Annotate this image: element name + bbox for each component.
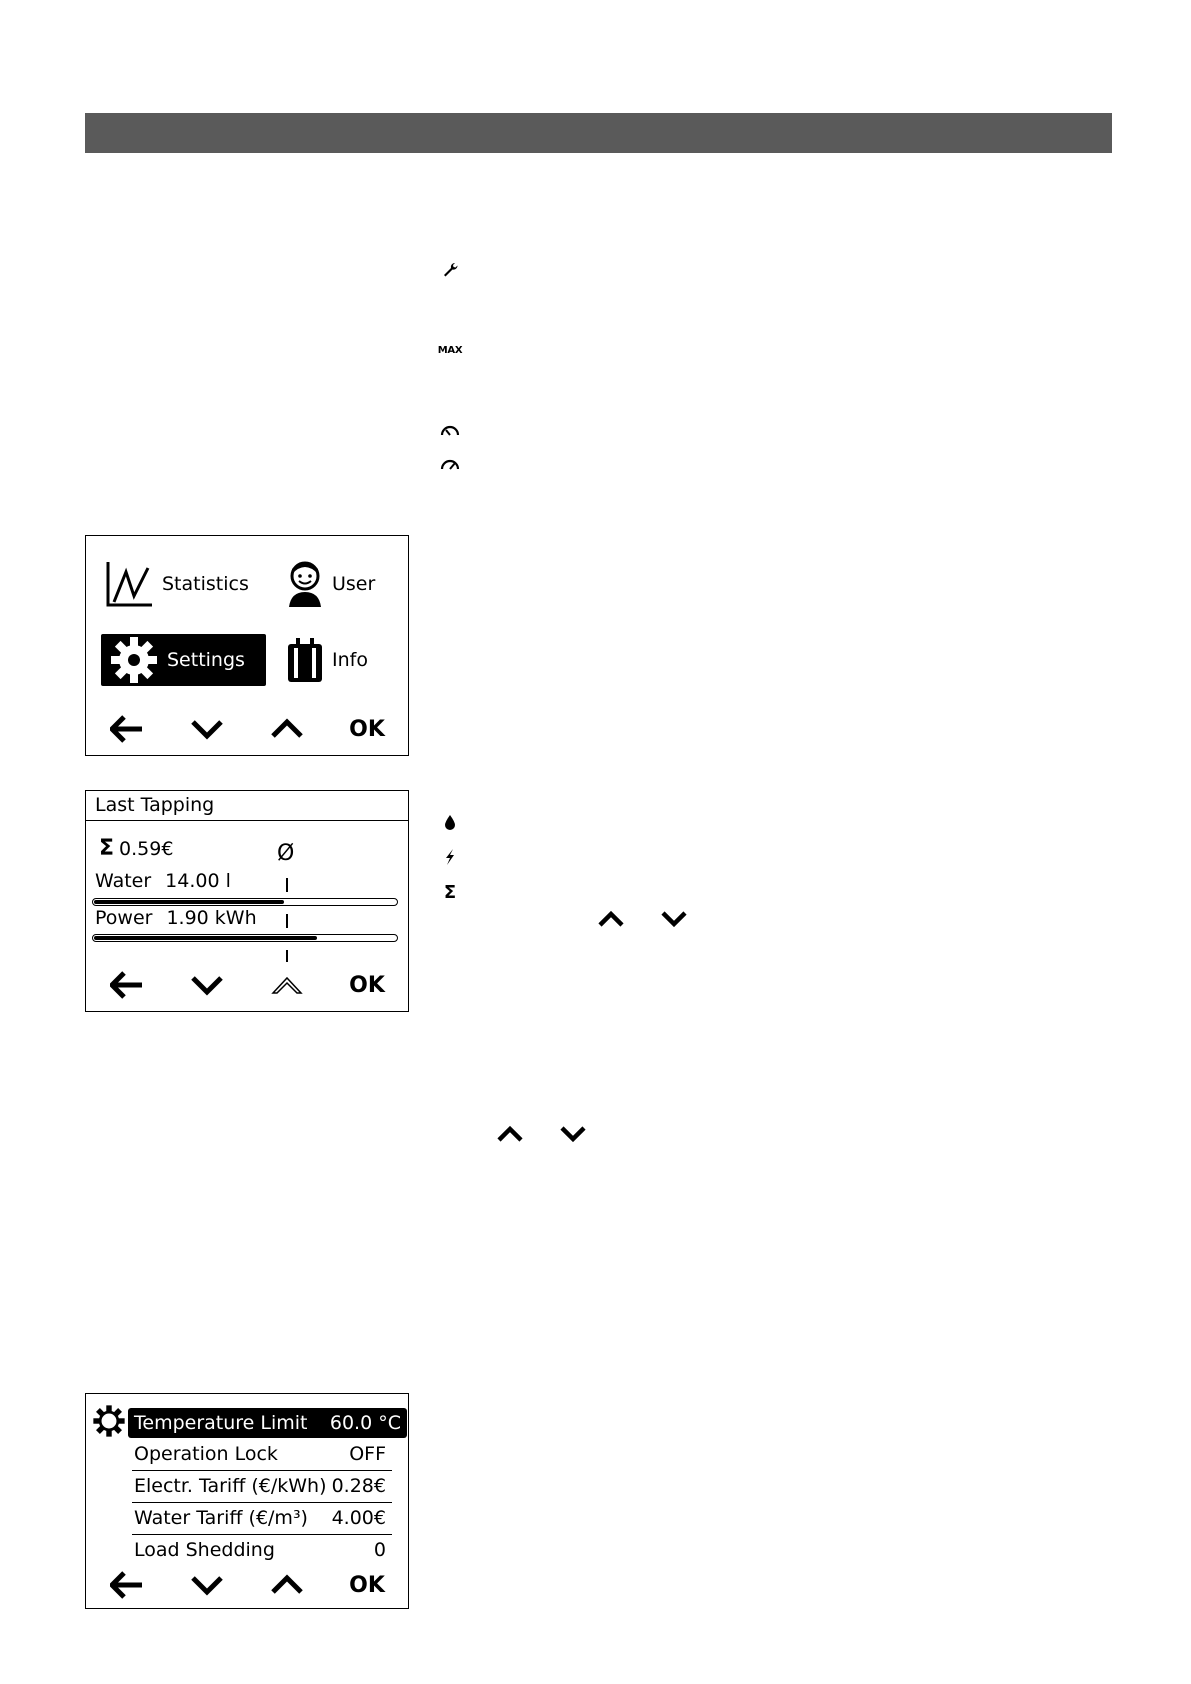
setting-label: Water Tariff (€/m³) [134,1507,308,1529]
last-tapping-screen [85,790,409,1012]
chevron-down-icon [660,910,688,928]
arrow-left-icon [110,715,144,743]
power-bar [92,934,398,942]
back-button[interactable] [102,965,152,1005]
chevron-up-icon [496,1125,524,1143]
setting-label: Load Shedding [134,1539,275,1561]
chevron-up-icon [270,718,304,740]
water-bar [92,898,398,906]
total-cost-value: 0.59€ [119,837,174,860]
up-button[interactable] [262,709,312,749]
menu-item-info[interactable] [286,634,368,686]
chevron-down-icon [190,974,224,996]
back-button[interactable] [102,709,152,749]
section-header-bar [85,113,1112,153]
power-label: Power [95,907,153,929]
setting-label: Temperature Limit [134,1412,308,1434]
setting-row-operation-lock[interactable] [128,1439,392,1469]
chart-line-icon [104,560,154,608]
setting-row-electricity-tariff[interactable] [128,1471,392,1501]
power-bar-fill [94,936,317,940]
wrench-icon [438,258,462,282]
arrow-left-icon [110,971,144,999]
chevron-up-icon [597,910,625,928]
up-button-disabled[interactable] [262,965,312,1005]
chevron-down-icon [190,1574,224,1596]
user-icon [286,560,324,608]
setting-value: 0.28€ [331,1475,386,1497]
power-value: 1.90 kWh [166,907,257,929]
chevron-down-icon [190,718,224,740]
chevron-up-outline-icon [270,973,304,997]
setting-row-temperature-limit[interactable] [128,1408,407,1438]
average-symbol: Ø [277,841,295,866]
sum-icon: Σ [99,836,115,861]
setting-value: 4.00€ [331,1507,386,1529]
water-value: 14.00 l [165,870,231,892]
menu-label-settings: Settings [167,649,245,671]
average-marker [286,878,288,892]
chevron-down-icon [559,1125,587,1143]
setting-label: Electr. Tariff (€/kWh) [134,1475,327,1497]
water-drop-icon [438,810,462,834]
gauge-low-icon [438,418,462,442]
menu-label-statistics: Statistics [162,573,249,595]
max-label: MAX [437,344,463,356]
up-button[interactable] [262,1565,312,1605]
heater-icon [286,636,324,684]
lightning-icon [438,845,462,869]
setting-row-water-tariff[interactable] [128,1503,392,1533]
ok-button[interactable]: OK [349,716,385,742]
down-button[interactable] [182,1565,232,1605]
main-menu-screen [85,535,409,756]
average-marker [286,914,288,928]
gear-icon [109,636,159,684]
menu-item-settings[interactable] [101,634,266,686]
ok-button[interactable]: OK [349,972,385,998]
down-button[interactable] [182,965,232,1005]
menu-label-info: Info [332,649,368,671]
power-row [95,907,257,929]
setting-label: Operation Lock [134,1443,278,1465]
water-row [95,870,231,892]
ok-button[interactable]: OK [349,1572,385,1598]
menu-item-user[interactable] [286,558,375,610]
total-cost [99,836,173,861]
down-button[interactable] [182,709,232,749]
gauge-high-icon [438,452,462,476]
menu-item-statistics[interactable] [104,558,249,610]
gear-icon [92,1404,126,1443]
setting-row-load-shedding[interactable] [128,1535,392,1565]
setting-value: 0 [373,1539,386,1561]
screen-title: Last Tapping [86,791,408,821]
chevron-up-icon [270,1574,304,1596]
back-button[interactable] [102,1565,152,1605]
arrow-left-icon [110,1571,144,1599]
menu-label-user: User [332,573,376,595]
water-label: Water [95,870,152,892]
water-bar-fill [94,900,284,904]
sum-icon: Σ [443,881,457,903]
settings-screen [85,1393,409,1609]
setting-value: OFF [349,1443,386,1465]
average-marker [286,950,288,962]
setting-value: 60.0 °C [329,1412,401,1434]
